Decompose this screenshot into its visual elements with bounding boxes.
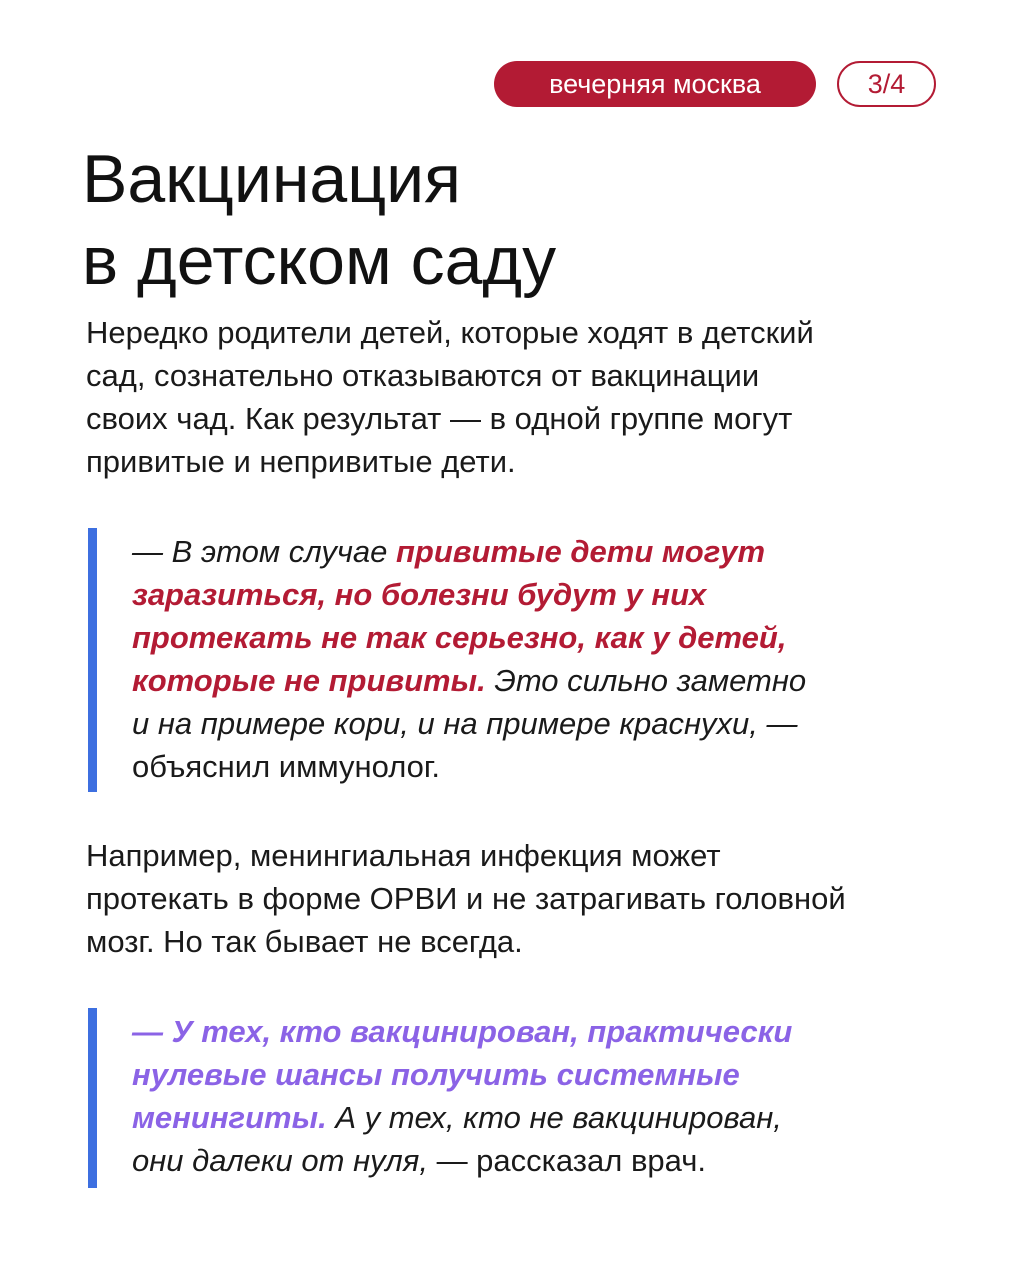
quote-line xyxy=(132,530,968,573)
quote-highlight: заразиться, но болезни будут у них xyxy=(132,577,707,612)
quote-line xyxy=(132,1053,968,1096)
quote-text-italic: Это сильно заметно xyxy=(485,663,807,698)
body-paragraph xyxy=(86,834,846,963)
paragraph-line: сад, сознательно отказываются от вакцинации xyxy=(86,358,760,393)
title-line-1: Вакцинация xyxy=(82,141,461,217)
quote-highlight: протекать не так серьезно, как у детей, xyxy=(132,620,787,655)
quote-line xyxy=(132,573,968,616)
paragraph-line: Например, менингиальная инфекция может xyxy=(86,838,721,873)
title-line-2: в детском саду xyxy=(82,223,557,299)
quote-highlight: — У тех, кто вакцинирован, практически xyxy=(132,1014,793,1049)
quote-highlight: нулевые шансы получить системные xyxy=(132,1057,740,1092)
intro-paragraph xyxy=(86,311,814,483)
immunologist-quote xyxy=(88,528,968,792)
quote-line xyxy=(132,1139,968,1182)
quote-text-italic: А у тех, кто не вакцинирован, xyxy=(326,1100,782,1135)
doctor-quote xyxy=(88,1008,968,1188)
paragraph-line: Нередко родители детей, которые ходят в детский xyxy=(86,315,814,350)
quote-text-italic: они далеки от нуля, xyxy=(132,1143,428,1178)
paragraph-line: протекать в форме ОРВИ и не затрагивать головной xyxy=(86,881,846,916)
quote-text xyxy=(132,528,968,788)
quote-highlight: которые не привиты. xyxy=(132,663,486,698)
paragraph-line: своих чад. Как результат — в одной группе могут xyxy=(86,401,793,436)
quote-line: и на примере кори, и на примере краснухи, — xyxy=(132,706,798,741)
quote-attribution: объяснил иммунолог. xyxy=(132,749,441,784)
page-title xyxy=(82,138,556,302)
quote-text xyxy=(132,1008,968,1182)
quote-attribution: — рассказал врач. xyxy=(427,1143,706,1178)
quote-highlight: менингиты. xyxy=(132,1100,327,1135)
quote-intro: — В этом случае xyxy=(132,534,396,569)
paragraph-line: привитые и непривитые дети. xyxy=(86,444,516,479)
brand-badge: вечерняя москва xyxy=(494,61,816,107)
page-counter: 3/4 xyxy=(837,61,936,107)
quote-line xyxy=(132,1010,968,1053)
quote-line xyxy=(132,1096,968,1139)
paragraph-line: мозг. Но так бывает не всегда. xyxy=(86,924,523,959)
quote-line xyxy=(132,616,968,659)
quote-line xyxy=(132,659,968,702)
quote-highlight: привитые дети могут xyxy=(396,534,766,569)
